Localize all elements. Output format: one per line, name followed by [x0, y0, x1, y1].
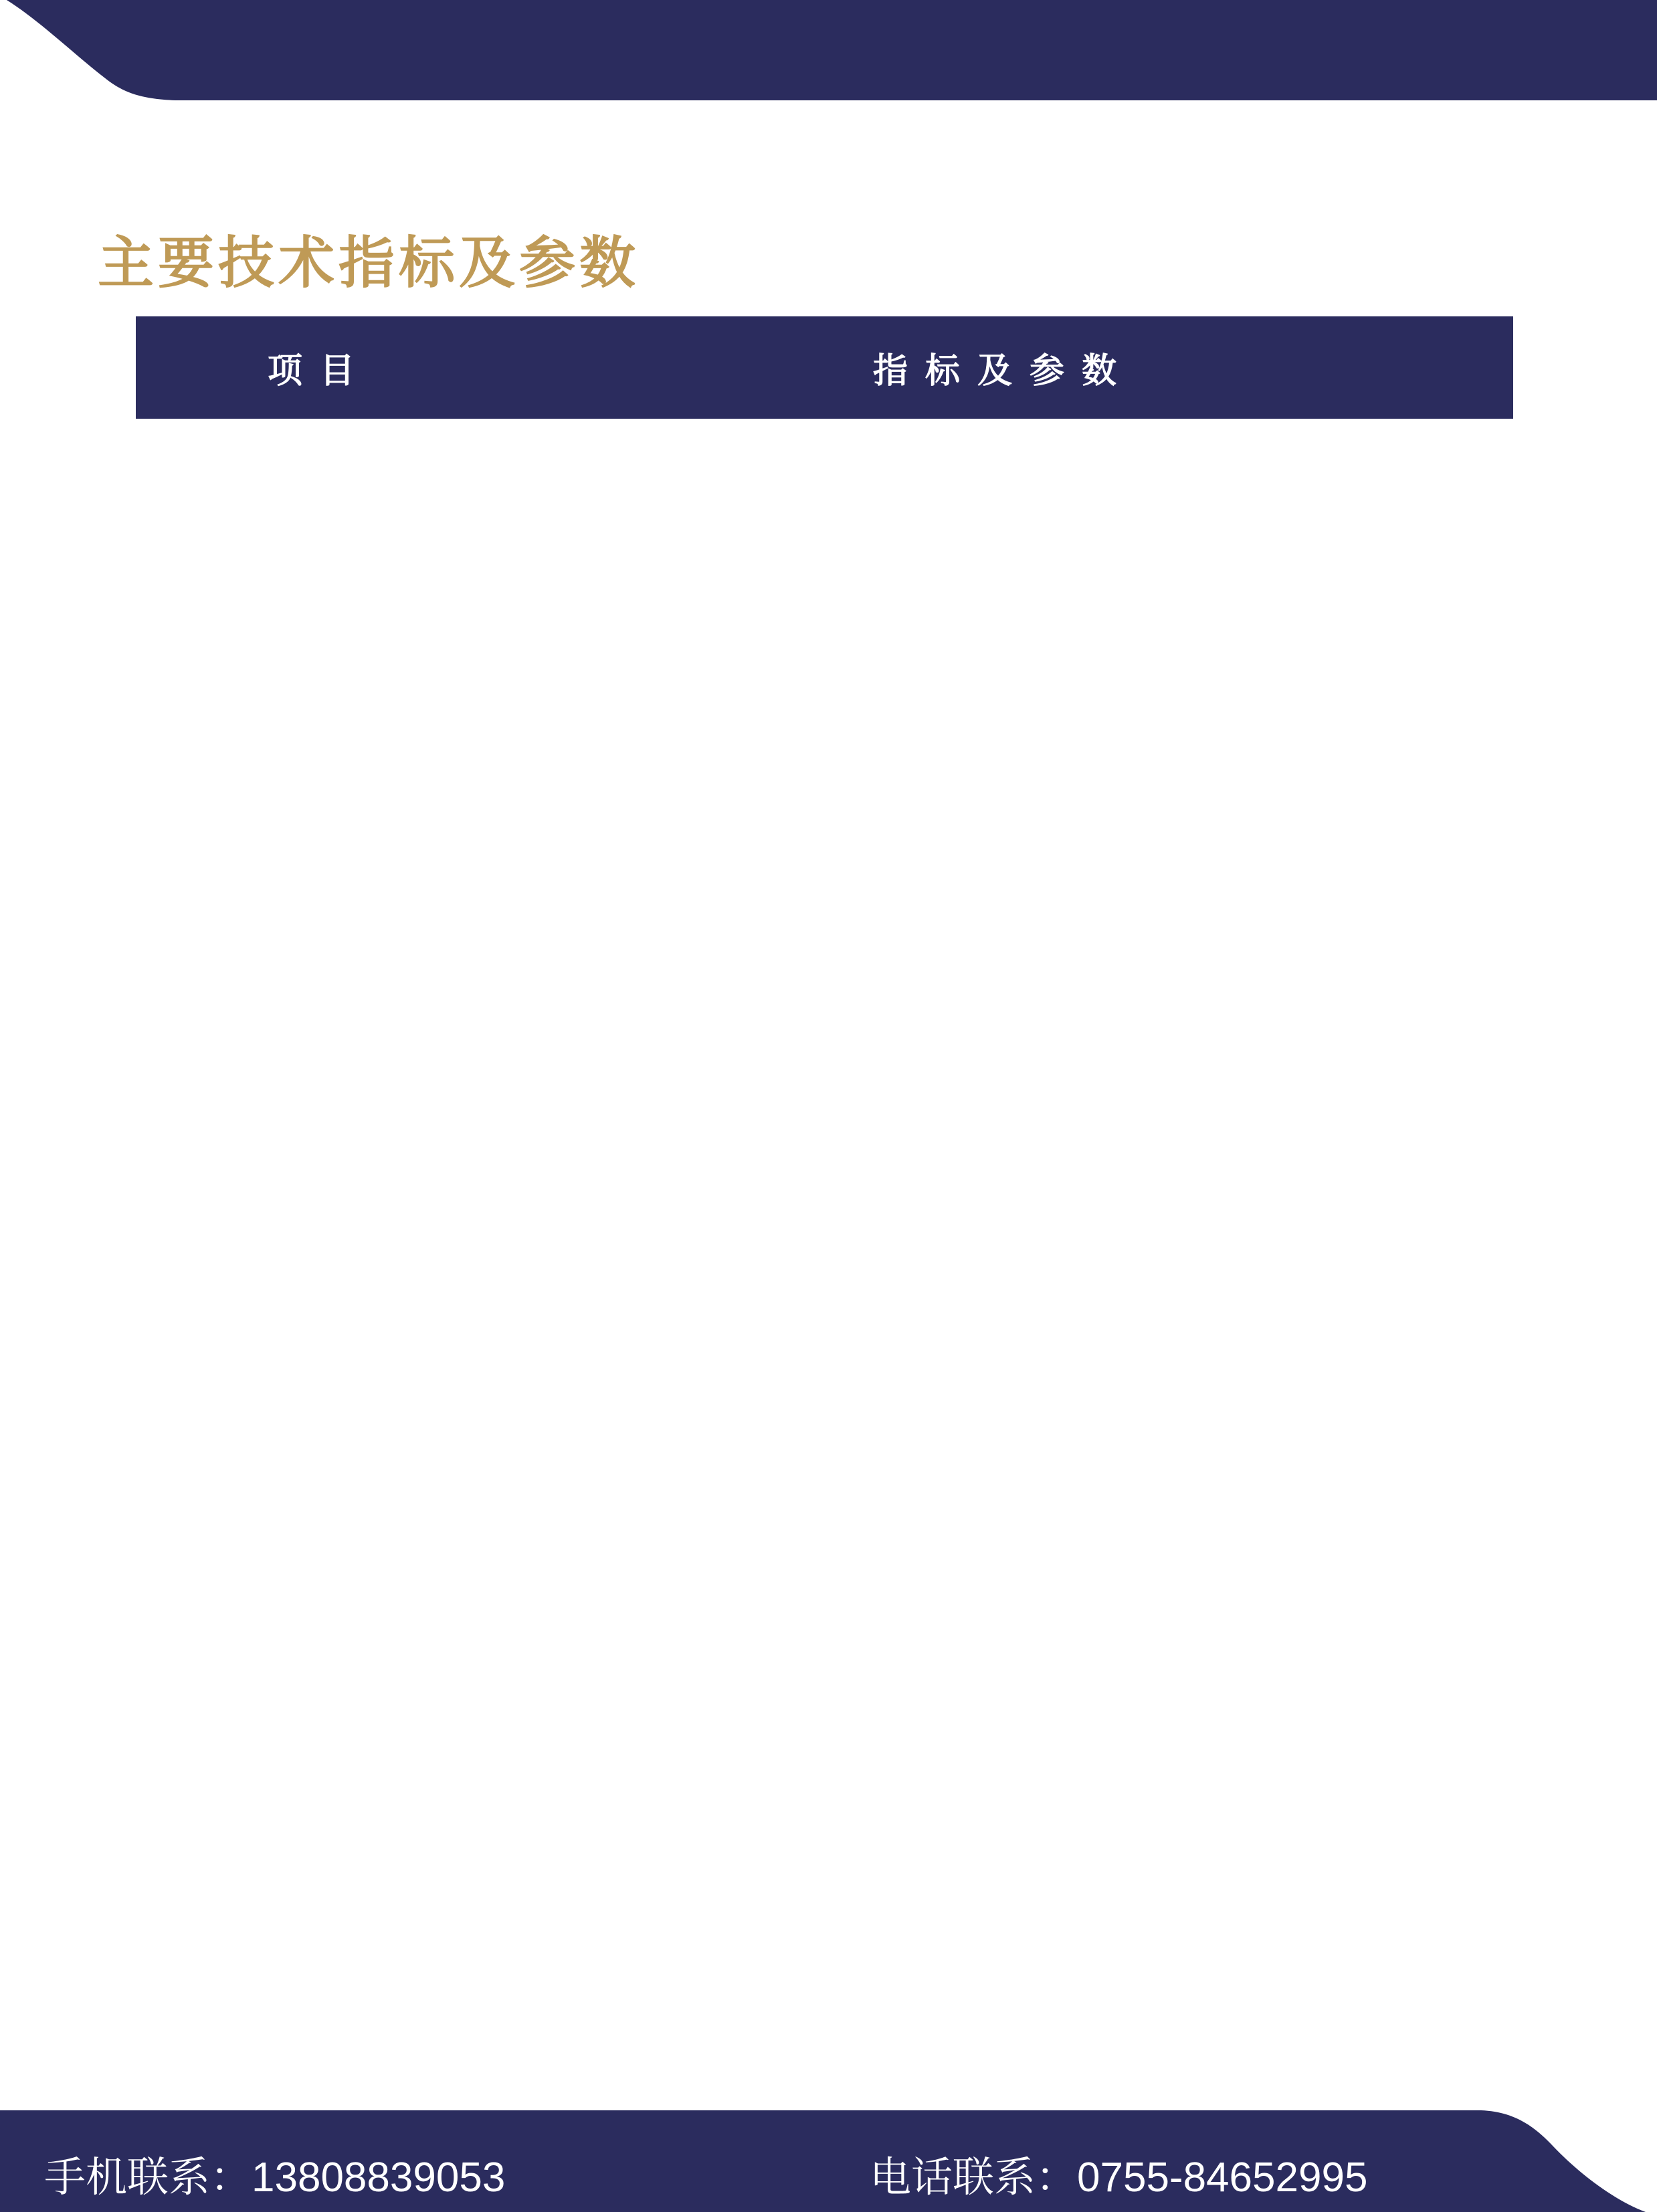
- footer-mobile-contact: 手机联系：13808839053: [44, 2154, 506, 2201]
- header-banner-swoosh: [0, 0, 1657, 102]
- spec-table: [136, 316, 1513, 419]
- header-cell-item: 项目: [140, 320, 482, 415]
- page-title: 主要技术指标及参数: [98, 231, 640, 294]
- footer: [0, 2109, 1657, 2212]
- header-cell-spec: 指标及参数: [482, 320, 1510, 415]
- table-header-row: [140, 320, 1510, 415]
- footer-phone-contact: 电话联系：0755-84652995: [870, 2154, 1368, 2201]
